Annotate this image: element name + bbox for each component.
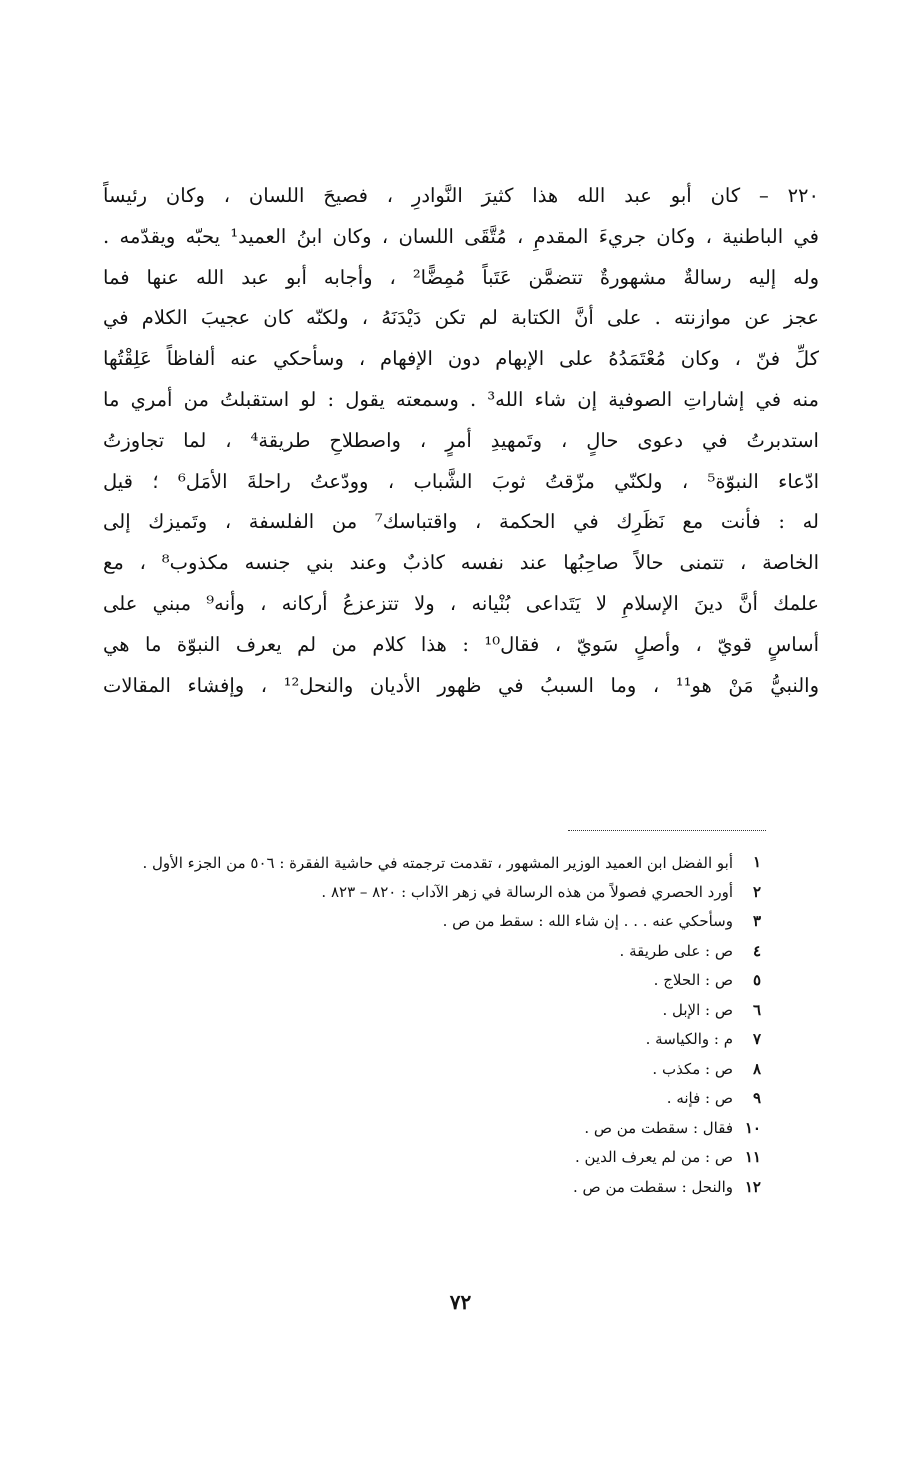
footnote-number: ٩ [752, 1089, 761, 1107]
footnote [101, 1055, 761, 1085]
footnote-text: أورد الحصري فصولاً من هذه الرسالة في زهر الآداب : ٨٢٠ – ٨٢٣ . [321, 882, 733, 901]
text-line: استدبرتُ في دعوى حالٍ ، وتَمهيدِ أمرٍ ، واصطلاحِ طريقة⁴ ، لما تجاوزتُ [103, 428, 819, 452]
footnote-number: ٣ [752, 912, 761, 930]
text-line: منه في إشاراتِ الصوفية إن شاء الله³ . وسمعته يقول : لو استقبلتُ من أمري ما [103, 387, 819, 411]
text-line: وله إليه رسالةٌ مشهورةٌ تتضمَّن عَتَباً مُمِضًّا² ، وأجابه أبو عبد الله عنها فما [103, 265, 819, 289]
footnote [101, 966, 761, 996]
text-line: ٢٢٠ – كان أبو عبد الله هذا كثيرَ النَّوادرِ ، فصيحَ اللسان ، وكان رئيساً [103, 184, 819, 207]
footnote [101, 848, 761, 878]
footnote-text: م : والكياسة . [645, 1030, 733, 1048]
footnote [101, 996, 761, 1026]
footnote-text: ص : فإنه . [666, 1089, 733, 1107]
footnote-number: ٨ [752, 1059, 761, 1078]
footnote-number: ٧ [752, 1030, 761, 1048]
text-line: عجز عن موازنته . على أنَّ الكتابة لم تكن دَيْدَنَهُ ، ولكنّه كان عجيبَ الكلام في [103, 306, 819, 330]
footnote [101, 878, 761, 908]
text-line: ادّعاء النبوّة⁵ ، ولكنّي مزّقتُ ثوبَ الشَّباب ، وودّعتُ راحلةَ الأمَل⁶ ؛ قيل [103, 469, 819, 493]
footnote-text: وسأحكي عنه . . . إن شاء الله : سقط من ص . [442, 912, 733, 930]
footnote [101, 1084, 761, 1114]
footnote-text: والنحل : سقطت من ص . [573, 1177, 733, 1196]
main-text [103, 176, 819, 706]
footnote-separator [568, 830, 766, 831]
footnote [101, 937, 761, 967]
page-number: ٧٢ [449, 1290, 472, 1314]
footnote-text: فقال : سقطت من ص . [584, 1118, 733, 1137]
footnote-text: ص : من لم يعرف الدين . [574, 1148, 733, 1166]
footnote-number: ١١ [744, 1148, 761, 1166]
footnote-text: ص : الحلاج . [653, 971, 733, 989]
text-line: والنبيُّ مَنْ هو¹¹ ، وما السببُ في ظهور الأديان والنحل¹² ، وإفشاء المقالات [103, 673, 819, 697]
footnote-number: ٢ [752, 882, 761, 901]
text-line: علمك أنَّ دينَ الإسلامِ لا يَتَداعى بُنْيانه ، ولا تتزعزعُ أركانه ، وأنه⁹ مبني على [103, 591, 819, 615]
footnote [101, 1173, 761, 1203]
text-line: أساسٍ قويّ ، وأصلٍ سَويّ ، فقال¹⁰ : هذا كلام من لم يعرف النبوّة ما هي [103, 632, 819, 656]
footnote [101, 1025, 761, 1055]
text-line: في الباطنية ، وكان جريءَ المقدمِ ، مُتَّقَى اللسان ، وكان ابنُ العميد¹ يحبّه ويقدّمه . [103, 224, 819, 248]
footnote-number: ٦ [752, 1000, 761, 1019]
footnote-number: ٤ [752, 941, 761, 960]
footnote-number: ١٠ [744, 1118, 761, 1137]
footnote-number: ٥ [752, 971, 761, 989]
footnote-text: ص : الإبل . [662, 1000, 733, 1019]
footnote [101, 907, 761, 937]
footnote-number: ١٢ [744, 1177, 761, 1196]
text-line: له : فأنت مع نَظَرِك في الحكمة ، واقتباسك⁷ من الفلسفة ، وتَميزك إلى [103, 510, 819, 534]
text-line: الخاصة ، تتمنى حالاً صاحِبُها عند نفسه كاذبٌ وعند بني جنسه مكذوب⁸ ، مع [103, 551, 819, 575]
footnote-number: ١ [752, 853, 761, 871]
footnote-text: أبو الفضل ابن العميد الوزير المشهور ، تقدمت ترجمته في حاشية الفقرة : ٥٠٦ من الجزء الأول . [142, 854, 733, 872]
footnotes [101, 848, 761, 1202]
text-line: كلِّ فنّ ، وكان مُعْتَمَدُهُ على الإبهام دون الإفهام ، وسأحكي عنه ألفاظاً عَلِقْتُها [103, 347, 819, 371]
footnote [101, 1114, 761, 1144]
footnote-text: ص : على طريقة . [619, 941, 733, 960]
footnote-text: ص : مكذب . [652, 1059, 733, 1078]
footnote [101, 1143, 761, 1173]
